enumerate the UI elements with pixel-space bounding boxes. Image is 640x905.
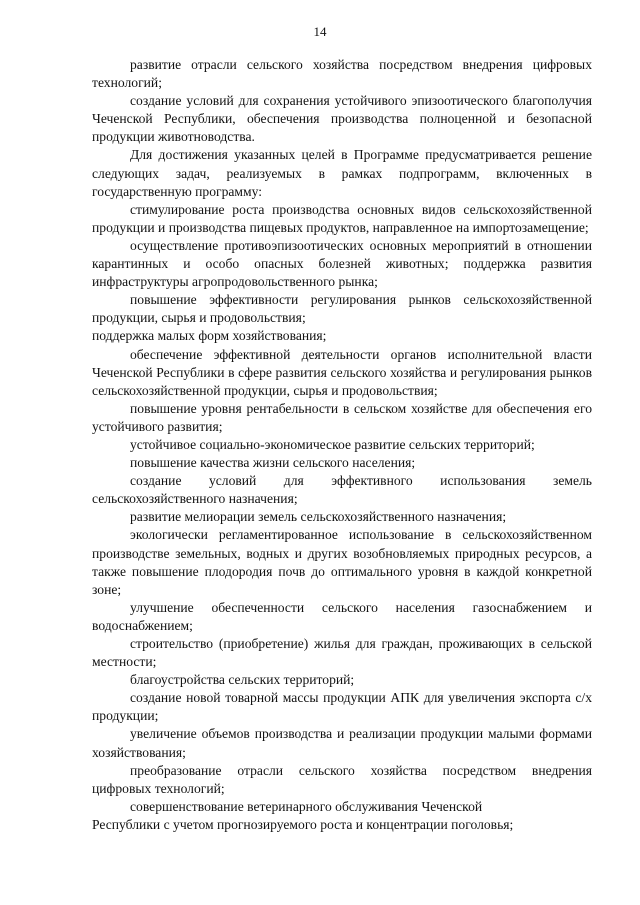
- paragraph: Республики с учетом прогнозируемого роста и концентрации поголовья;: [92, 816, 514, 832]
- paragraph: экологически регламентированное использование в сельскохозяйственном производстве земельных, водных и других возобновляемых природных ресурсов, а также повышение плодородия почв до оптимального уровня в каждой конкретной зоне;: [92, 527, 592, 597]
- paragraph: преобразование отрасли сельского хозяйства посредством внедрения цифровых технологий;: [92, 762, 592, 796]
- paragraph: обеспечение эффективной деятельности органов исполнительной власти Чеченской Республики в сфере развития сельского хозяйства и регулирования рынков сельскохозяйственной продукции, сырья и продовольствия;: [92, 346, 592, 398]
- paragraph: развитие отрасли сельского хозяйства посредством внедрения цифровых технологий;: [92, 57, 592, 91]
- paragraph: осуществление противоэпизоотических основных мероприятий в отношении карантинных и особо опасных болезней животных; поддержка развития инфраструктуры агропродовольственного рынка;: [92, 237, 592, 290]
- paragraph: создание условий для сохранения устойчивого эпизоотического благополучия Чеченской Республики, обеспечения производства полноценной и безопасной продукции животноводства.: [92, 93, 592, 145]
- paragraph: строительство (приобретение) жилья для граждан, проживающих в сельской местности;: [92, 636, 592, 670]
- document-body: [92, 56, 592, 834]
- paragraph: совершенствование ветеринарного обслуживания Чеченской: [130, 798, 483, 814]
- paragraph: повышение уровня рентабельности в сельском хозяйстве для обеспечения его устойчивого развития;: [92, 400, 592, 434]
- paragraph: увеличение объемов производства и реализации продукции малыми формами хозяйствования;: [92, 726, 592, 760]
- paragraph: повышение эффективности регулирования рынков сельскохозяйственной продукции, сырья и продовольствия;: [92, 292, 592, 326]
- paragraph: устойчивое социально-экономическое развитие сельских территорий;: [130, 436, 535, 452]
- paragraph: создание новой товарной массы продукции АПК для увеличения экспорта с/х продукции;: [92, 690, 592, 724]
- page-number: 14: [313, 24, 327, 39]
- paragraph: создание условий для эффективного использования земель сельскохозяйственного назначения;: [92, 473, 592, 507]
- paragraph: поддержка малых форм хозяйствования;: [92, 328, 327, 344]
- paragraph: благоустройства сельских территорий;: [130, 672, 355, 688]
- paragraph: развитие мелиорации земель сельскохозяйственного назначения;: [130, 509, 507, 525]
- paragraph: Для достижения указанных целей в Программе предусматривается решение следующих задач, реализуемых в рамках подпрограмм, включенных в государственную программу:: [92, 147, 592, 199]
- paragraph: стимулирование роста производства основных видов сельскохозяйственной продукции и производства пищевых продуктов, направленное на импортозамещение;: [92, 201, 592, 235]
- paragraph: повышение качества жизни сельского населения;: [130, 455, 416, 471]
- paragraph: улучшение обеспеченности сельского населения газоснабжением и водоснабжением;: [92, 599, 592, 633]
